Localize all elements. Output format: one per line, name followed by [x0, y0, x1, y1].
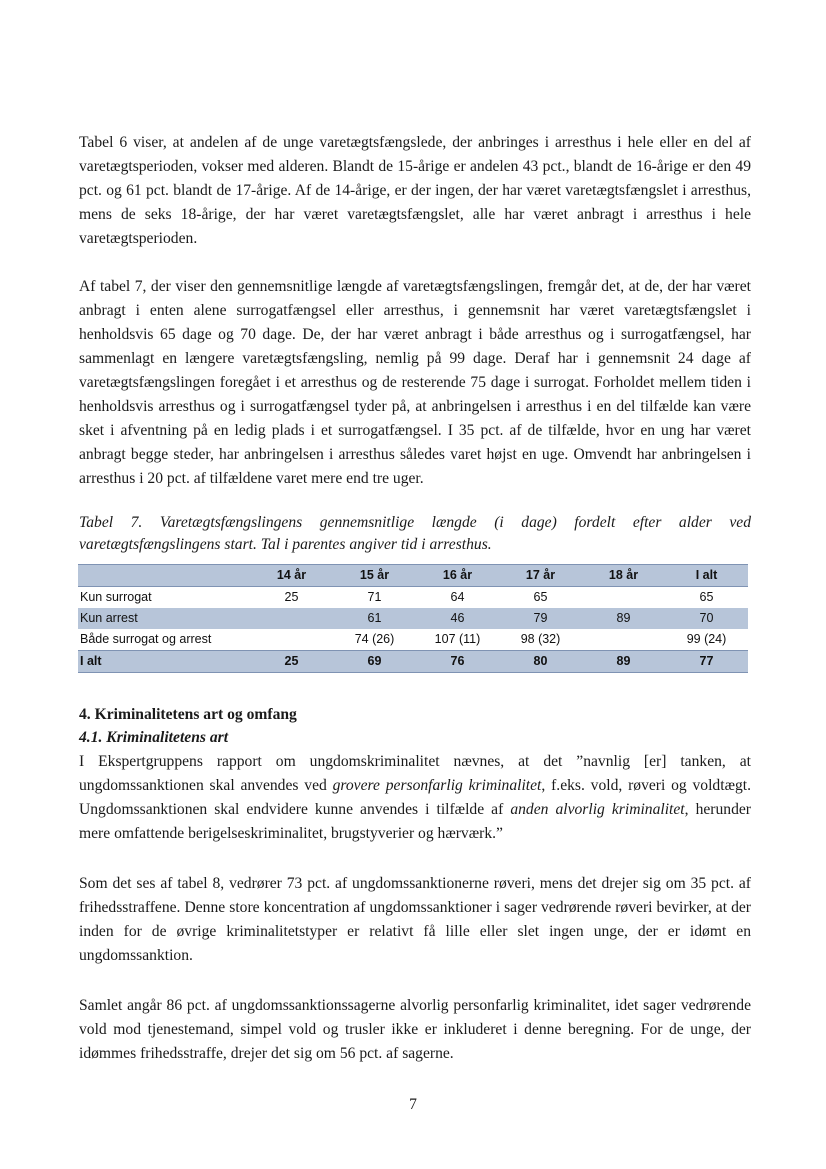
table-row [78, 608, 748, 629]
table-cell: 71 [367, 590, 382, 604]
table-7 [78, 564, 748, 673]
table-row [78, 629, 748, 651]
table-cell [250, 629, 333, 651]
table-cell: 77 [665, 651, 748, 673]
table-cell: 80 [499, 651, 582, 673]
table-header-cell [78, 565, 250, 587]
table-cell [582, 629, 665, 651]
table-cell: 69 [333, 651, 416, 673]
paragraph-samlet: Samlet angår 86 pct. af ungdomssanktionssagerne alvorlig personfarlig kriminalitet, idet sager vedrørende vold mod tjenestemand, simpel vold og trusler ikke er inkluderet i denne beregning. For de unge, der idømmes frihedsstraffe, drejer det sig om 56 pct. af sagerne. [79, 997, 751, 1062]
text-run: , herunder mere omfattende berigelseskriminalitet, brugstyverier og hærværk.” [79, 801, 751, 842]
table-cell: 79 [533, 611, 548, 625]
table-row [78, 587, 748, 609]
table-cell: 99 (24) [686, 632, 727, 646]
table-header-cell: 15 år [333, 565, 416, 587]
table-row-label: Både surrogat og arrest [80, 632, 212, 646]
section-heading: 4. Kriminalitetens art og omfang [79, 706, 297, 723]
table-cell: 65 [699, 590, 714, 604]
table-row-label: I alt [78, 651, 250, 673]
table-header-row [78, 565, 748, 587]
table-header-cell: 16 år [416, 565, 499, 587]
paragraph-tabel-7: Af tabel 7, der viser den gennemsnitlige længde af varetægtsfængslingen, fremgår det, at de, der har været anbragt i enten alene surrogatfængsel eller arresthus, i gennemsnit har været varetægtsfængslet i henholdsvis 65 dage og 70 dage. De, der har været anbragt i både arresthus og i surrogatfængsel, har sammenlagt en længere varetægtsfængsling, nemlig på 99 dage. Deraf har i gennemsnit 24 dage af varetægtsfængslingen foregået i et arresthus og de resterende 75 dage i surrogat. Forholdet mellem tiden i henholdsvis arresthus og i surrogatfængsel tyder på, at anbringelsen i arresthus i en del tilfælde kan være sket i afventning på en ledig plads i et surrogatfængsel. I 35 pct. af de tilfælde, hvor en ung har været anbragt begge steder, har anbringelsen i arresthus således varet højst en uge. Omvendt har anbringelsen i arresthus i 20 pct. af tilfældene varet mere end tre uger. [79, 278, 751, 487]
table-cell: 46 [450, 611, 465, 625]
table-header-cell: 18 år [582, 565, 665, 587]
paragraph-tabel-6: Tabel 6 viser, at andelen af de unge varetægtsfængslede, der anbringes i arresthus i hele eller en del af varetægtsperioden, vokser med alderen. Blandt de 15-årige er andelen 43 pct., blandt de 16-årige er den 49 pct. og 61 pct. blandt de 17-årige. Af de 14-årige, er der ingen, der har været varetægtsfængslet i arresthus, mens de seks 18-årige, der har været varetægtsfængslet, alle har været anbragt i arresthus i hele varetægtsperioden. [79, 134, 751, 247]
italic-phrase: grovere personfarlig kriminalitet [332, 777, 542, 794]
table-row-label: Kun arrest [80, 611, 138, 625]
table-cell: 64 [450, 590, 465, 604]
page-number: 7 [409, 1096, 417, 1113]
text-run: , f.eks. vold, røveri og voldtægt. Ungdomssanktionen skal endvidere kunne anvendes i tilfælde af [79, 777, 751, 818]
table-cell: 61 [367, 611, 382, 625]
italic-phrase: anden alvorlig kriminalitet [510, 801, 685, 818]
table-cell: 65 [533, 590, 548, 604]
table-row-label: Kun surrogat [80, 590, 152, 604]
table-cell: 74 (26) [354, 632, 395, 646]
table-total-row [78, 651, 748, 673]
table-header-cell: 14 år [250, 565, 333, 587]
table-header-cell: I alt [665, 565, 748, 587]
text-run: I Ekspertgruppens rapport om ungdomskriminalitet nævnes, at det ”navnlig [er] tanken, at ungdomssanktionen skal anvendes ved [79, 753, 751, 794]
table-cell: 89 [616, 611, 631, 625]
table-header-cell: 17 år [499, 565, 582, 587]
subsection-heading: 4.1. Kriminalitetens art [79, 729, 229, 746]
table-cell: 70 [699, 611, 714, 625]
paragraph-tabel-8: Som det ses af tabel 8, vedrører 73 pct. af ungdomssanktionerne røveri, mens det drejer sig om 35 pct. af frihedsstraffene. Denne store koncentration af ungdomssanktioner i sager vedrørende røveri bevirker, at der inden for de øvrige kriminalitetstyper er relativt få lille eller slet ingen unge, der er idømt en ungdomssanktion. [79, 875, 751, 964]
table-cell: 107 (11) [434, 632, 481, 646]
table-cell [582, 587, 665, 609]
paragraph-ekspertgruppe [79, 750, 751, 846]
table-cell: 98 (32) [520, 632, 561, 646]
table-cell: 25 [284, 590, 299, 604]
table-7-caption: Tabel 7. Varetægtsfængslingens gennemsnitlige længde (i dage) fordelt efter alder ved varetægtsfængslingens start. Tal i parentes angiver tid i arresthus. [79, 514, 751, 553]
table-cell: 89 [582, 651, 665, 673]
table-cell: 25 [250, 651, 333, 673]
table-cell [250, 608, 333, 629]
table-cell: 76 [416, 651, 499, 673]
